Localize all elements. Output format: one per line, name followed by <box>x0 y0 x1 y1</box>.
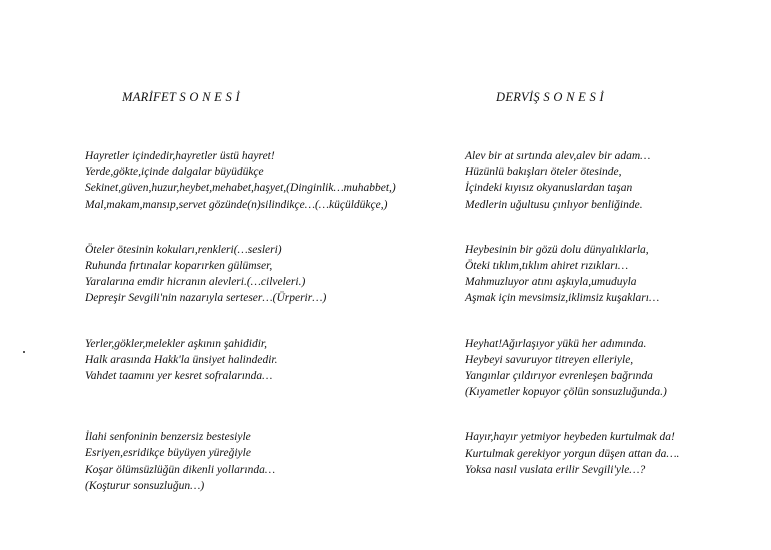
left-stanza-4 <box>85 429 396 494</box>
poem-line: İlahi senfoninin benzersiz bestesiyle <box>85 431 251 444</box>
right-stanza-3 <box>465 336 679 401</box>
right-stanza-4 <box>465 429 679 478</box>
left-poem <box>85 148 396 494</box>
poem-line: Yaralarına emdir hicranın alevleri.(…cilveleri.) <box>85 276 306 289</box>
left-stanza-1 <box>85 148 396 213</box>
poem-line: Esriyen,esridikçe büyüyen yüreğiyle <box>85 447 251 460</box>
poem-line: Halk arasında Hakk'la ünsiyet halindedir. <box>85 353 278 366</box>
poem-line: Mahmuzluyor atını aşkıyla,umuduyla <box>465 276 637 289</box>
poem-line: Vahdet taamını yer kesret sofralarında… <box>85 370 273 383</box>
poem-line: Alev bir at sırtında alev,alev bir adam… <box>465 150 651 162</box>
poem-line: Heyhat!Ağırlaşıyor yükü her adımında. <box>465 337 647 350</box>
poem-line: Yangınlar çıldırıyor evrenleşen bağrında <box>465 370 653 383</box>
left-stanza-3 <box>85 336 396 385</box>
poem-line: Hayır,hayır yetmiyor heybeden kurtulmak da! <box>465 431 675 444</box>
right-poem-title: DERVİŞ S O N E S İ <box>496 90 604 104</box>
poem-line: Heybeyi savuruyor titreyen elleriyle, <box>465 353 634 366</box>
stray-dot <box>23 351 25 353</box>
poem-line: Hüzünlü bakışları öteler ötesinde, <box>465 166 622 179</box>
poem-line: Koşar ölümsüzlüğün dikenli yollarında… <box>85 463 276 476</box>
poem-line: Mal,makam,mansıp,servet gözünde(n)silindikçe…(…küçüldükçe,) <box>85 198 388 211</box>
poem-line: Ruhunda fırtınalar koparırken gülümser, <box>85 260 273 273</box>
poem-line: Kurtulmak gerekiyor yorgun düşen attan da…. <box>465 447 680 460</box>
poem-line: Aşmak için mevsimsiz,iklimsiz kuşakları… <box>465 292 660 305</box>
right-poem <box>465 148 679 478</box>
poem-line: (Kıyametler kopuyor çölün sonsuzluğunda.) <box>465 386 667 399</box>
poem-line: Depreşir Sevgili'nin nazarıyla serteser…(Ürperir…) <box>85 292 327 305</box>
poem-line: (Koşturur sonsuzluğun…) <box>85 479 205 492</box>
poem-line: Yerler,gökler,melekler aşkının şahididir, <box>85 337 267 350</box>
poem-line: Öteki tıklım,tıklım ahiret rızıkları… <box>465 260 629 273</box>
left-stanza-2 <box>85 242 396 307</box>
poem-line: Öteler ötesinin kokuları,renkleri(…sesleri) <box>85 243 282 256</box>
poem-line: Sekinet,güven,huzur,heybet,mehabet,haşyet,(Dinginlik…muhabbet,) <box>85 182 396 195</box>
right-stanza-2 <box>465 242 679 307</box>
poem-line: Yerde,gökte,içinde dalgalar büyüdükçe <box>85 166 264 179</box>
poem-line: Yoksa nasıl vuslata erilir Sevgili'yle…? <box>465 463 646 476</box>
poem-line: Medlerin uğultusu çınlıyor benliğinde. <box>465 198 643 211</box>
poem-line: İçindeki kıyısız okyanuslardan taşan <box>465 182 633 195</box>
poem-line: Heybesinin bir gözü dolu dünyalıklarla, <box>465 243 649 256</box>
right-stanza-1 <box>465 148 679 213</box>
left-poem-title: MARİFET S O N E S İ <box>122 90 240 104</box>
poem-line: Hayretler içindedir,hayretler üstü hayret! <box>85 150 275 162</box>
